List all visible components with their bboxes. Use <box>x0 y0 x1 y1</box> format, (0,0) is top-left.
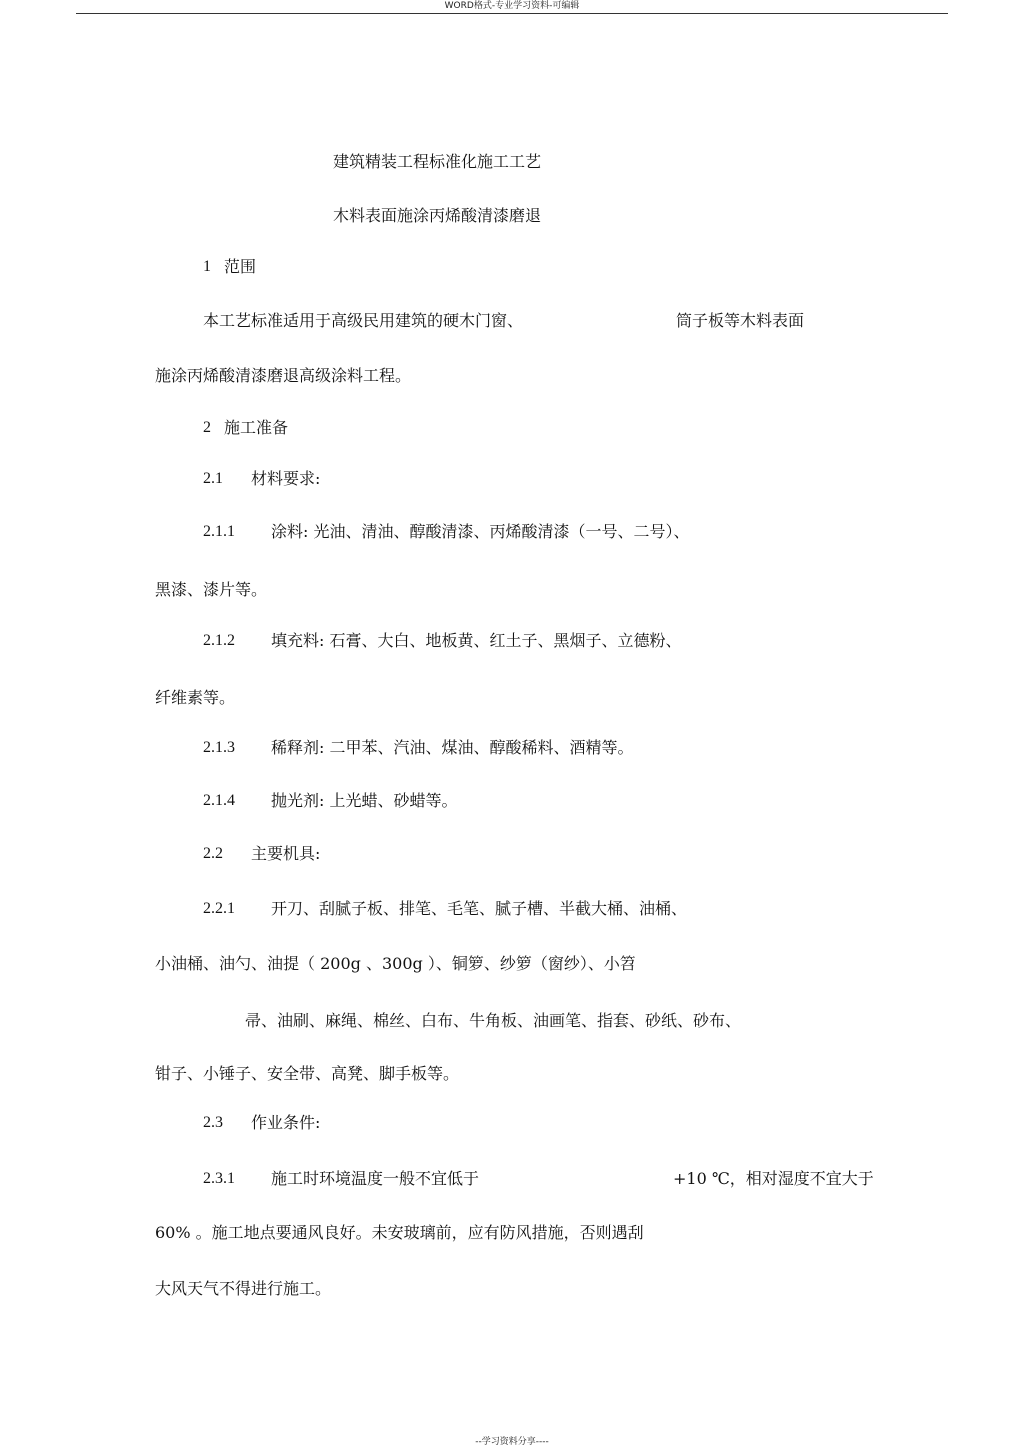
page-footer: --学习资料分享---- <box>475 1437 549 1447</box>
section-2-1-title: 材料要求: <box>251 469 321 488</box>
item-2-1-2-text: 填充料: 石膏、大白、地板黄、红土子、黑烟子、立德粉、 <box>271 631 682 650</box>
item-2-1-1-cont: 黑漆、漆片等。 <box>155 580 268 599</box>
section-2-1-number: 2.1 <box>203 470 223 487</box>
section-1-paragraph-a: 本工艺标准适用于高级民用建筑的硬木门窗、 <box>203 311 524 330</box>
item-2-1-3-text: 稀释剂: 二甲苯、汽油、煤油、醇酸稀料、酒精等。 <box>271 738 634 757</box>
item-2-3-1-text-b: +10 ℃，相对湿度不宜大于 <box>673 1169 874 1188</box>
doc-title: 建筑精装工程标准化施工工艺 <box>333 152 542 171</box>
item-2-1-2-number: 2.1.2 <box>203 632 235 649</box>
section-2-title: 施工准备 <box>224 418 289 437</box>
section-2-3-number: 2.3 <box>203 1114 223 1131</box>
item-2-2-1-number: 2.2.1 <box>203 900 235 917</box>
item-2-1-2-cont: 纤维素等。 <box>155 688 236 707</box>
item-2-2-1-text: 开刀、刮腻子板、排笔、毛笔、腻子槽、半截大桶、油桶、 <box>271 899 688 918</box>
section-1-paragraph-b: 筒子板等木料表面 <box>676 311 805 330</box>
item-2-1-3-number: 2.1.3 <box>203 739 235 756</box>
item-2-2-1-cont-1: 小油桶、油勺、油提（ 200g 、300g ）、铜箩、纱箩（窗纱）、小笤 <box>155 954 636 973</box>
item-2-3-1-number: 2.3.1 <box>203 1170 235 1187</box>
section-2-number: 2 <box>203 419 211 436</box>
section-2-2-title: 主要机具: <box>251 844 321 863</box>
item-2-2-1-cont-2: 帚、油刷、麻绳、棉丝、白布、牛角板、油画笔、指套、砂纸、砂布、 <box>245 1011 742 1030</box>
item-2-1-1-number: 2.1.1 <box>203 523 235 540</box>
section-1-number: 1 <box>203 258 211 275</box>
item-2-1-4-number: 2.1.4 <box>203 792 235 809</box>
item-2-2-1-cont-3: 钳子、小锤子、安全带、高凳、脚手板等。 <box>155 1064 460 1083</box>
section-1-paragraph-cont: 施涂丙烯酸清漆磨退高级涂料工程。 <box>155 366 412 385</box>
section-2-3-title: 作业条件: <box>251 1113 321 1132</box>
item-2-3-1-cont-1: 60% 。施工地点要通风良好。未安玻璃前，应有防风措施，否则遇刮 <box>155 1223 644 1242</box>
item-2-3-1-text-a: 施工时环境温度一般不宜低于 <box>271 1169 480 1188</box>
header-rule <box>76 13 948 14</box>
doc-subtitle: 木料表面施涂丙烯酸清漆磨退 <box>333 206 542 225</box>
item-2-3-1-cont-2: 大风天气不得进行施工。 <box>155 1279 332 1298</box>
page-header: WORD格式-专业学习资料-可编辑 <box>444 1 580 11</box>
item-2-1-4-text: 抛光剂: 上光蜡、砂蜡等。 <box>271 791 458 810</box>
item-2-1-1-text: 涂料: 光油、清油、醇酸清漆、丙烯酸清漆（一号、二号）、 <box>271 522 690 541</box>
section-2-2-number: 2.2 <box>203 845 223 862</box>
section-1-title: 范围 <box>224 257 257 276</box>
